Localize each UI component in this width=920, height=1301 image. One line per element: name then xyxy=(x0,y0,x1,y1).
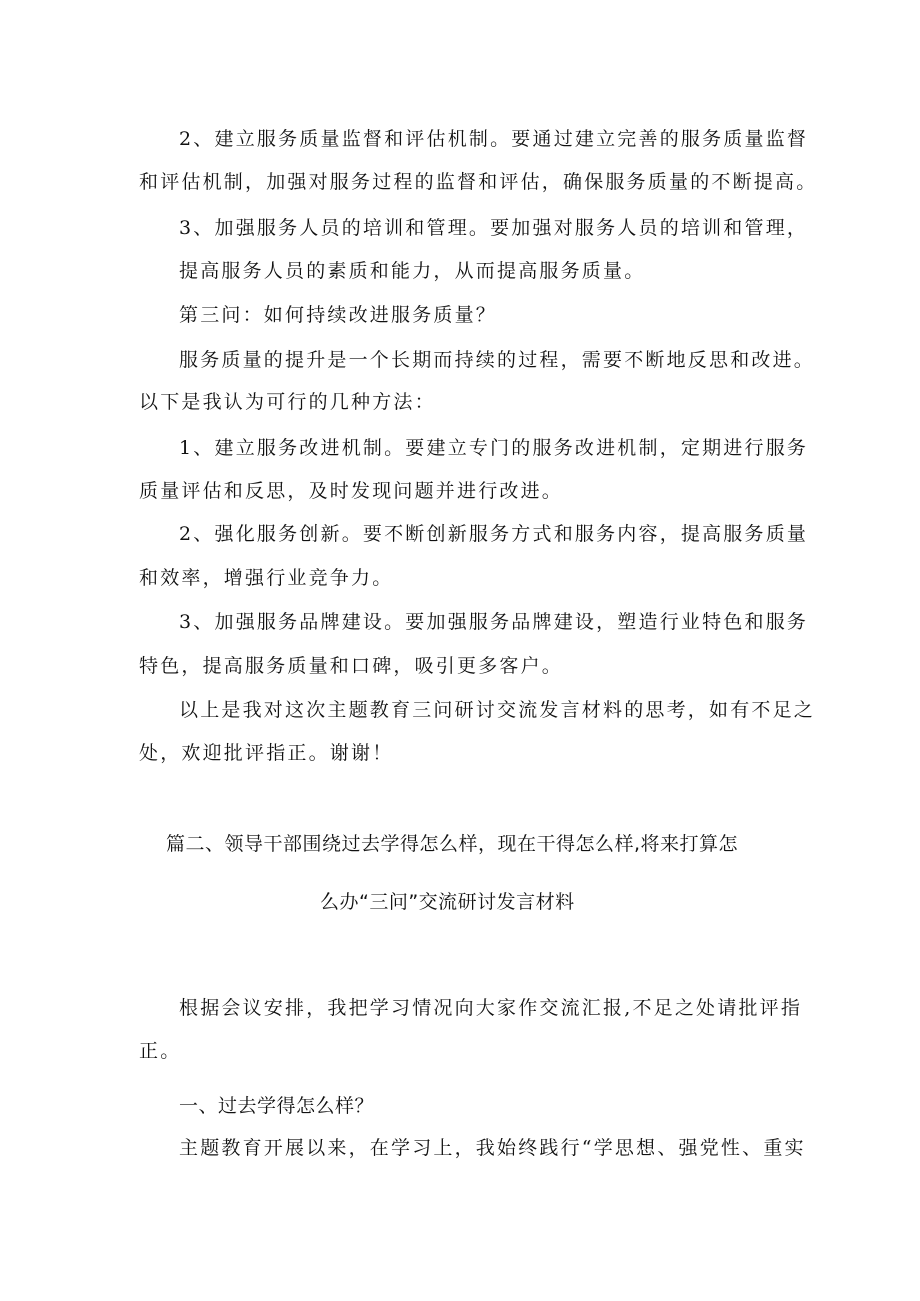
article-title: 篇二、领导干部围绕过去学得怎么样，现在干得怎么样,将来打算怎 xyxy=(166,833,739,855)
paragraph-line: 和效率，增强行业竞争力。 xyxy=(139,567,394,589)
paragraph-line: 处，欢迎批评指正。谢谢！ xyxy=(139,742,394,764)
paragraph-line: 以下是我认为可行的几种方法： xyxy=(139,391,436,413)
paragraph-line: 服务质量的提升是一个长期而持续的过程，需要不断地反思和改进。 xyxy=(179,349,816,371)
paragraph-line: 以上是我对这次主题教育三问研讨交流发言材料的思考，如有不足之 xyxy=(179,699,816,721)
paragraph-line: 提高服务人员的素质和能力，从而提高服务质量。 xyxy=(179,260,646,282)
paragraph-line: 2、建立服务质量监督和评估机制。要通过建立完善的服务质量监督 xyxy=(179,128,809,150)
paragraph-line: 1、建立服务改进机制。要建立专门的服务改进机制，定期进行服务 xyxy=(179,437,809,459)
section-heading: 一、过去学得怎么样？ xyxy=(179,1095,375,1117)
paragraph-line: 质量评估和反思，及时发现问题并进行改进。 xyxy=(139,480,564,502)
paragraph-line: 3、加强服务品牌建设。要加强服务品牌建设，塑造行业特色和服务 xyxy=(179,611,809,633)
paragraph-line: 2、强化服务创新。要不断创新服务方式和服务内容，提高服务质量 xyxy=(179,523,809,545)
paragraph-line: 特色，提高服务质量和口碑，吸引更多客户。 xyxy=(139,655,564,677)
paragraph-line: 3、加强服务人员的培训和管理。要加强对服务人员的培训和管理， xyxy=(179,217,809,239)
paragraph-line: 正。 xyxy=(139,1040,182,1062)
question-title: 第三问：如何持续改进服务质量？ xyxy=(179,304,498,326)
paragraph-line: 主题教育开展以来，在学习上，我始终践行“学思想、强党性、重实 xyxy=(179,1137,806,1159)
paragraph-line: 根据会议安排，我把学习情况向大家作交流汇报,不足之处请批评指 xyxy=(179,997,803,1019)
article-title: 么办“三问”交流研讨发言材料 xyxy=(320,891,575,913)
paragraph-line: 和评估机制，加强对服务过程的监督和评估，确保服务质量的不断提高。 xyxy=(139,171,818,193)
